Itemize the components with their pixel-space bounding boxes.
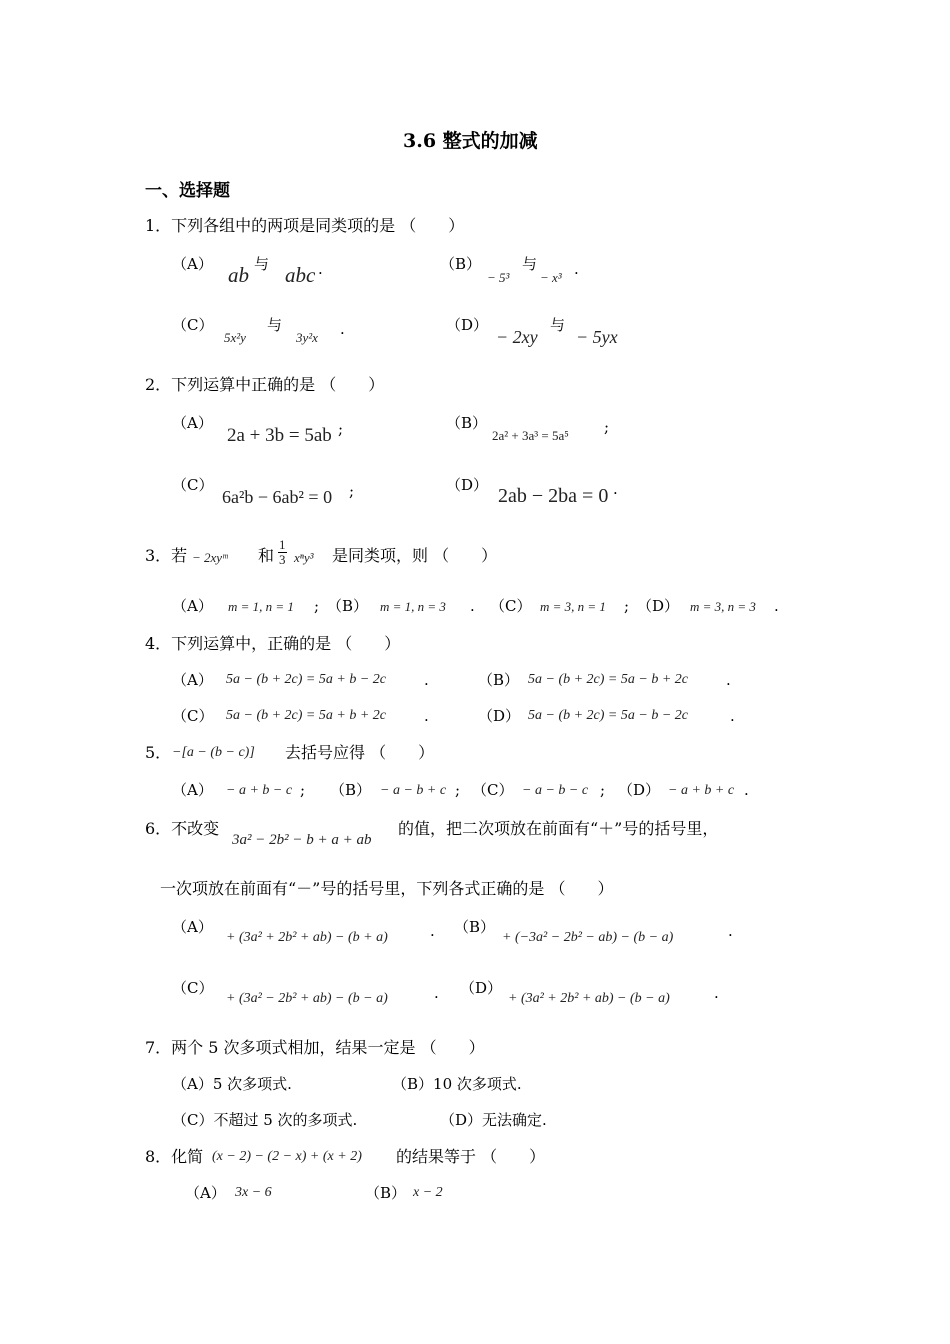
- q5-option-b-label: （B）: [330, 781, 372, 799]
- q6-line2: 一次项放在前面有“－”号的括号里，下列各式正确的是 （ ）: [160, 879, 614, 898]
- q4-option-b-label: （B）: [478, 671, 520, 689]
- q2-option-a-expr: 2a + 3b = 5ab: [227, 425, 332, 446]
- q1-option-a-term2: abc: [285, 263, 316, 287]
- q2-option-d-expr: 2ab − 2ba = 0: [498, 485, 609, 507]
- q6-option-d-expr: + (3a² + 2b² + ab) − (b − a): [508, 991, 670, 1006]
- q5-option-b-sep: ;: [455, 781, 461, 799]
- q6-option-a-label: （A）: [172, 918, 213, 936]
- q4-option-b-sep: .: [726, 671, 731, 689]
- q8-option-b-label: （B）: [365, 1184, 407, 1202]
- q2-option-a-sep: ;: [338, 420, 344, 438]
- q7-stem: 7．两个 5 次多项式相加，结果一定是 （ ）: [145, 1038, 485, 1057]
- q4-option-c-label: （C）: [172, 707, 214, 725]
- q2-option-b-label: （B）: [446, 414, 488, 432]
- q4-stem: 4．下列运算中，正确的是 （ ）: [145, 634, 401, 653]
- q4-option-d-expr: 5a − (b + 2c) = 5a − b − 2c: [528, 708, 688, 723]
- q7-option-b: （B）10 次多项式.: [392, 1075, 522, 1093]
- q4-option-c-sep: .: [424, 707, 429, 725]
- q3-option-a-sep: ;: [314, 597, 320, 615]
- q3-option-a-label: （A）: [172, 597, 213, 615]
- q1-option-d-term2: − 5yx: [576, 327, 618, 347]
- q8-suffix: 的结果等于 （ ）: [396, 1147, 546, 1166]
- q1-option-d-label: （D）: [446, 316, 489, 334]
- q1-option-c-label: （C）: [172, 316, 214, 334]
- q2-option-d-label: （D）: [446, 476, 489, 494]
- q3-fraction-numerator: 1: [279, 537, 286, 552]
- q4-option-a-label: （A）: [172, 671, 213, 689]
- q6-option-b-expr: + (−3a² − 2b² − ab) − (b − a): [502, 930, 674, 945]
- q5-option-a-expr: − a + b − c: [226, 783, 293, 798]
- q3-fraction: [278, 538, 287, 568]
- q3-option-d-sep: .: [774, 597, 779, 615]
- q1-option-a-term1: ab: [228, 263, 249, 287]
- q5-option-a-label: （A）: [172, 781, 213, 799]
- q6-option-a-dot: ·: [430, 926, 435, 944]
- q1-option-b-connector: 与: [522, 255, 538, 273]
- q6-suffix: 的值，把二次项放在前面有“＋”号的括号里，: [398, 819, 719, 838]
- q4-option-a-sep: .: [424, 671, 429, 689]
- q8-expr: (x − 2) − (2 − x) + (x + 2): [212, 1149, 362, 1164]
- q8-option-b-expr: x − 2: [413, 1185, 443, 1200]
- q3-option-c-expr: m = 3, n = 1: [540, 599, 606, 614]
- q2-option-a-label: （A）: [172, 414, 213, 432]
- q3-option-b-sep: .: [470, 597, 475, 615]
- q3-prefix: 3．若: [145, 546, 188, 565]
- q1-option-c-term1: 5x²y: [224, 330, 246, 345]
- q1-option-d-connector: 与: [550, 316, 566, 334]
- q3-option-d-label: （D）: [637, 597, 680, 615]
- q2-option-c-label: （C）: [172, 476, 214, 494]
- q1-option-b-label: （B）: [440, 255, 482, 273]
- q6-option-b-dot: ·: [728, 926, 733, 944]
- q6-option-c-label: （C）: [172, 979, 214, 997]
- q7-option-a: （A）5 次多项式.: [172, 1075, 292, 1093]
- q4-option-b-expr: 5a − (b + 2c) = 5a − b + 2c: [528, 672, 688, 687]
- q2-option-c-sep: ;: [349, 482, 355, 500]
- q5-option-c-label: （C）: [472, 781, 514, 799]
- q1-option-c-term2: 3y²x: [296, 330, 318, 345]
- q6-option-c-expr: + (3a² − 2b² + ab) − (b − a): [226, 991, 388, 1006]
- q3-term1: − 2xyᵐ: [192, 550, 228, 565]
- q3-fraction-denominator: 3: [279, 552, 286, 568]
- q3-connector: 和: [258, 546, 275, 565]
- q1-option-d-term1: − 2xy: [496, 327, 538, 347]
- page-title: 3.6 整式的加减: [403, 130, 538, 152]
- q6-prefix: 6．不改变: [145, 819, 220, 838]
- q6-expr: 3a² − 2b² − b + a + ab: [232, 832, 372, 848]
- q5-option-b-expr: − a − b + c: [380, 783, 447, 798]
- q7-option-d: （D）无法确定.: [440, 1111, 547, 1129]
- q3-suffix: 是同类项，则 （ ）: [332, 546, 498, 565]
- q4-option-d-sep: .: [730, 707, 735, 725]
- q5-option-d-label: （D）: [618, 781, 661, 799]
- q4-option-a-expr: 5a − (b + 2c) = 5a + b − 2c: [226, 672, 386, 687]
- q4-option-c-expr: 5a − (b + 2c) = 5a + b + 2c: [226, 708, 386, 723]
- q1-option-c-dot: ·: [340, 324, 345, 342]
- q6-option-c-dot: ·: [434, 988, 439, 1006]
- q3-option-d-expr: m = 3, n = 3: [690, 599, 756, 614]
- q1-option-c-connector: 与: [267, 316, 283, 334]
- q1-option-b-dot: ·: [574, 264, 579, 282]
- q5-option-c-sep: ;: [600, 781, 606, 799]
- q2-option-d-dot: ·: [613, 484, 618, 502]
- section-heading: 一、选择题: [145, 181, 230, 201]
- q8-option-a-label: （A）: [185, 1184, 226, 1202]
- q3-option-c-label: （C）: [490, 597, 532, 615]
- q6-option-b-label: （B）: [454, 918, 496, 936]
- q6-option-d-dot: ·: [714, 988, 719, 1006]
- q2-option-b-expr: 2a² + 3a³ = 5a⁵: [492, 428, 569, 443]
- q5-option-d-expr: − a + b + c: [668, 783, 735, 798]
- q5-option-d-sep: .: [744, 781, 749, 799]
- q3-option-c-sep: ;: [624, 597, 630, 615]
- q5-suffix: 去括号应得 （ ）: [285, 743, 435, 762]
- q3-option-a-expr: m = 1, n = 1: [228, 599, 294, 614]
- q3-option-b-expr: m = 1, n = 3: [380, 599, 446, 614]
- q5-option-c-expr: − a − b − c: [522, 783, 589, 798]
- q1-option-b-term1: − 5³: [487, 270, 510, 285]
- q6-option-d-label: （D）: [460, 979, 503, 997]
- q1-stem: 1．下列各组中的两项是同类项的是 （ ）: [145, 216, 465, 235]
- q3-option-b-label: （B）: [327, 597, 369, 615]
- q4-option-d-label: （D）: [478, 707, 521, 725]
- q7-option-c: （C）不超过 5 次的多项式.: [172, 1111, 358, 1129]
- q1-option-a-connector: 与: [254, 255, 270, 273]
- q1-option-a-label: （A）: [172, 255, 213, 273]
- q5-option-a-sep: ;: [300, 781, 306, 799]
- q1-option-a-dot: ·: [318, 264, 323, 282]
- q1-option-b-term2: − x³: [540, 270, 562, 285]
- q2-stem: 2．下列运算中正确的是 （ ）: [145, 375, 385, 394]
- q5-number: 5．: [145, 743, 172, 762]
- q2-option-b-sep: ;: [604, 418, 610, 436]
- q8-option-a-expr: 3x − 6: [235, 1185, 272, 1200]
- q6-option-a-expr: + (3a² + 2b² + ab) − (b + a): [226, 930, 388, 945]
- q8-prefix: 8．化简: [145, 1147, 204, 1166]
- q3-term2: xⁿy³: [294, 550, 314, 565]
- q5-expr: −[a − (b − c)]: [172, 745, 255, 760]
- q2-option-c-expr: 6a²b − 6ab² = 0: [222, 487, 333, 507]
